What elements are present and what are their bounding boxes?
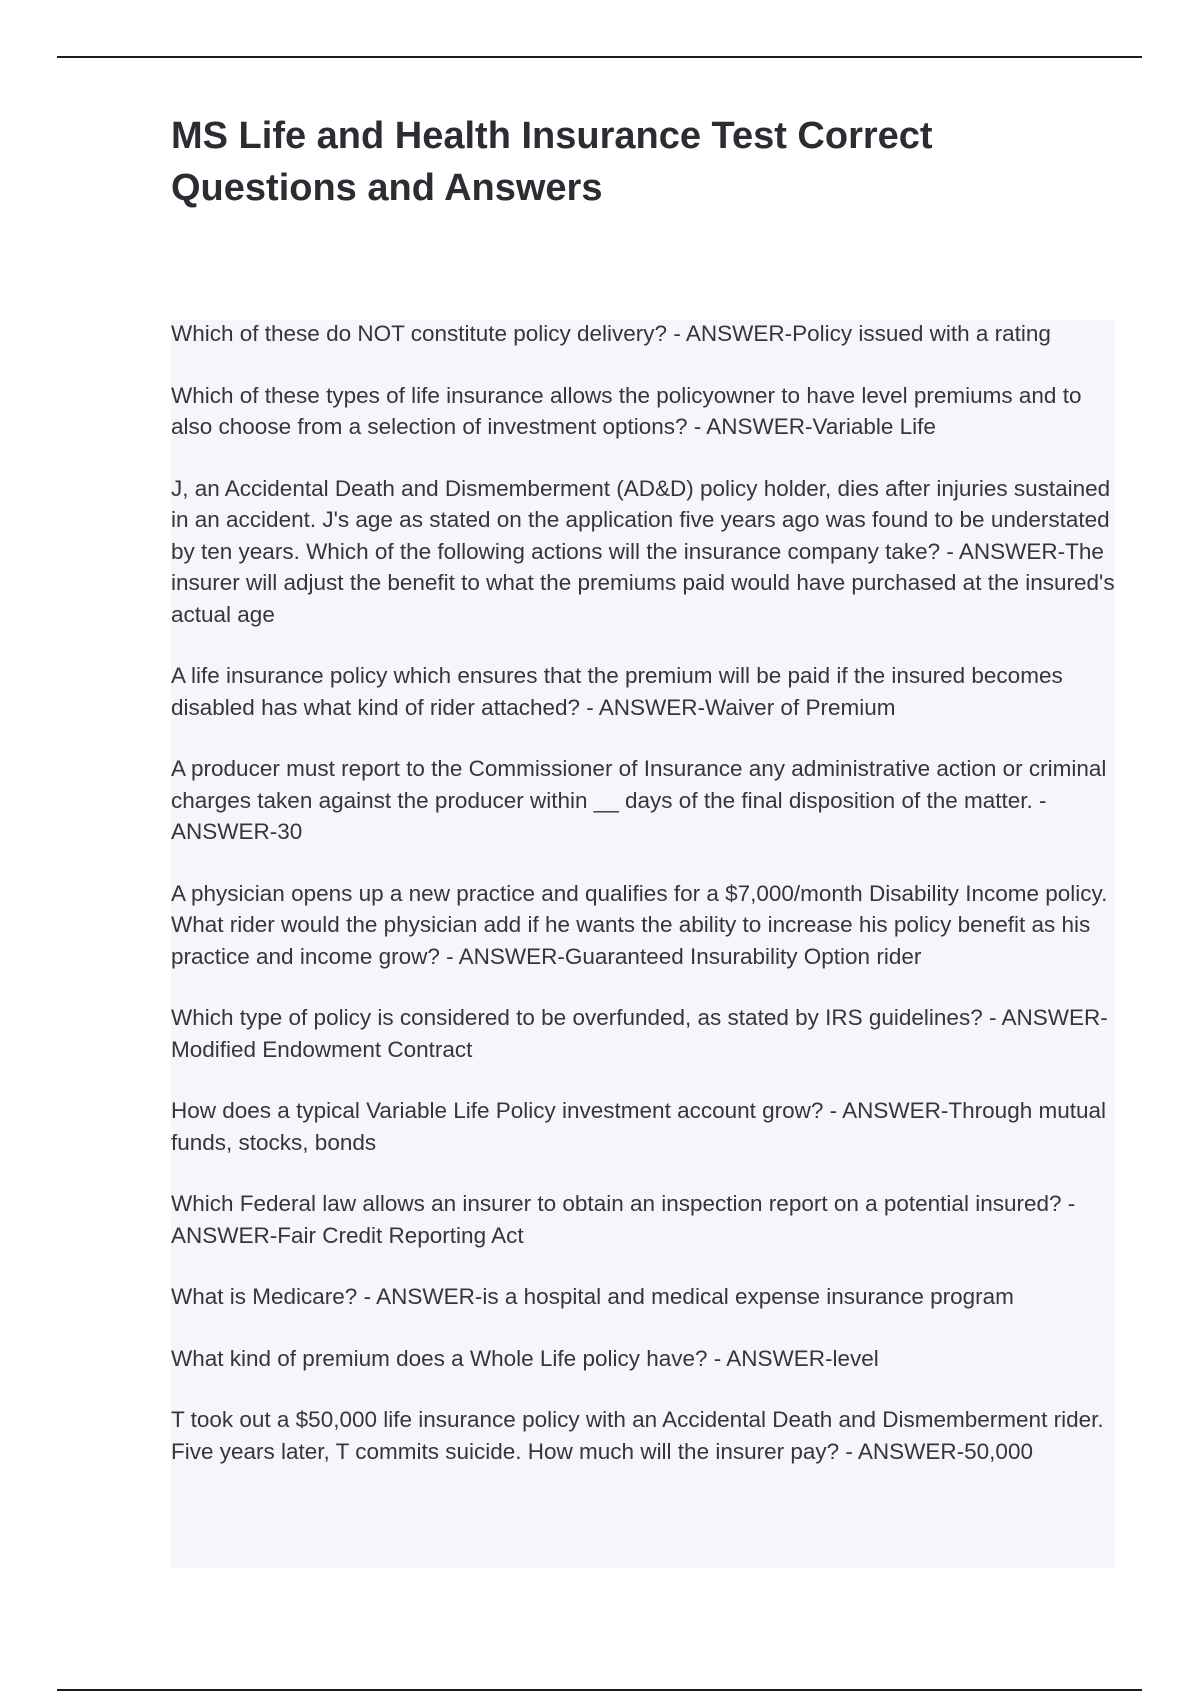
- qa-item: T took out a $50,000 life insurance policy with an Accidental Death and Dismemberment rider. Five years later, T commits suicide. How much will the insurer pay? - ANSWER-50,000: [171, 1407, 1104, 1464]
- qa-item: J, an Accidental Death and Dismemberment (AD&D) policy holder, dies after injuries sustained in an accident. J's age as stated on the application five years ago was found to be understated by ten years. Which of the following actions will the insurance company take? - ANSWER-The insurer will adjust the benefit to what the premiums paid would have purchased at the insured's actual age: [171, 475, 1115, 627]
- qa-item: A producer must report to the Commissioner of Insurance any administrative action or criminal charges taken against the producer within __ days of the final disposition of the matter. - ANSWER-30: [171, 756, 1107, 844]
- qa-item: What kind of premium does a Whole Life policy have? - ANSWER-level: [171, 1345, 879, 1371]
- qa-item: What is Medicare? - ANSWER-is a hospital and medical expense insurance program: [171, 1284, 1014, 1309]
- qa-item: Which of these do NOT constitute policy delivery? - ANSWER-Policy issued with a rating: [171, 321, 1051, 346]
- qa-item: A life insurance policy which ensures that the premium will be paid if the insured becomes disabled has what kind of rider attached? - ANSWER-Waiver of Premium: [171, 663, 1063, 720]
- qa-item: A physician opens up a new practice and qualifies for a $7,000/month Disability Income policy. What rider would the physician add if he wants the ability to increase his policy benefit as his practice and income grow? - ANSWER-Guaranteed Insurability Option rider: [171, 880, 1108, 969]
- document-title: MS Life and Health Insurance Test Correct Questions and Answers: [171, 115, 933, 209]
- bottom-rule: [57, 1689, 1142, 1691]
- top-rule: [57, 56, 1142, 58]
- qa-item: How does a typical Variable Life Policy investment account grow? - ANSWER-Through mutual funds, stocks, bonds: [171, 1098, 1107, 1155]
- qa-item: Which type of policy is considered to be overfunded, as stated by IRS guidelines? - ANSWER-Modified Endowment Contract: [171, 1005, 1108, 1062]
- qa-item: Which Federal law allows an insurer to obtain an inspection report on a potential insured? - ANSWER-Fair Credit Reporting Act: [171, 1191, 1076, 1248]
- qa-item: Which of these types of life insurance allows the policyowner to have level premiums and to also choose from a selection of investment options? - ANSWER-Variable Life: [171, 382, 1082, 439]
- qa-list: [171, 318, 1115, 1497]
